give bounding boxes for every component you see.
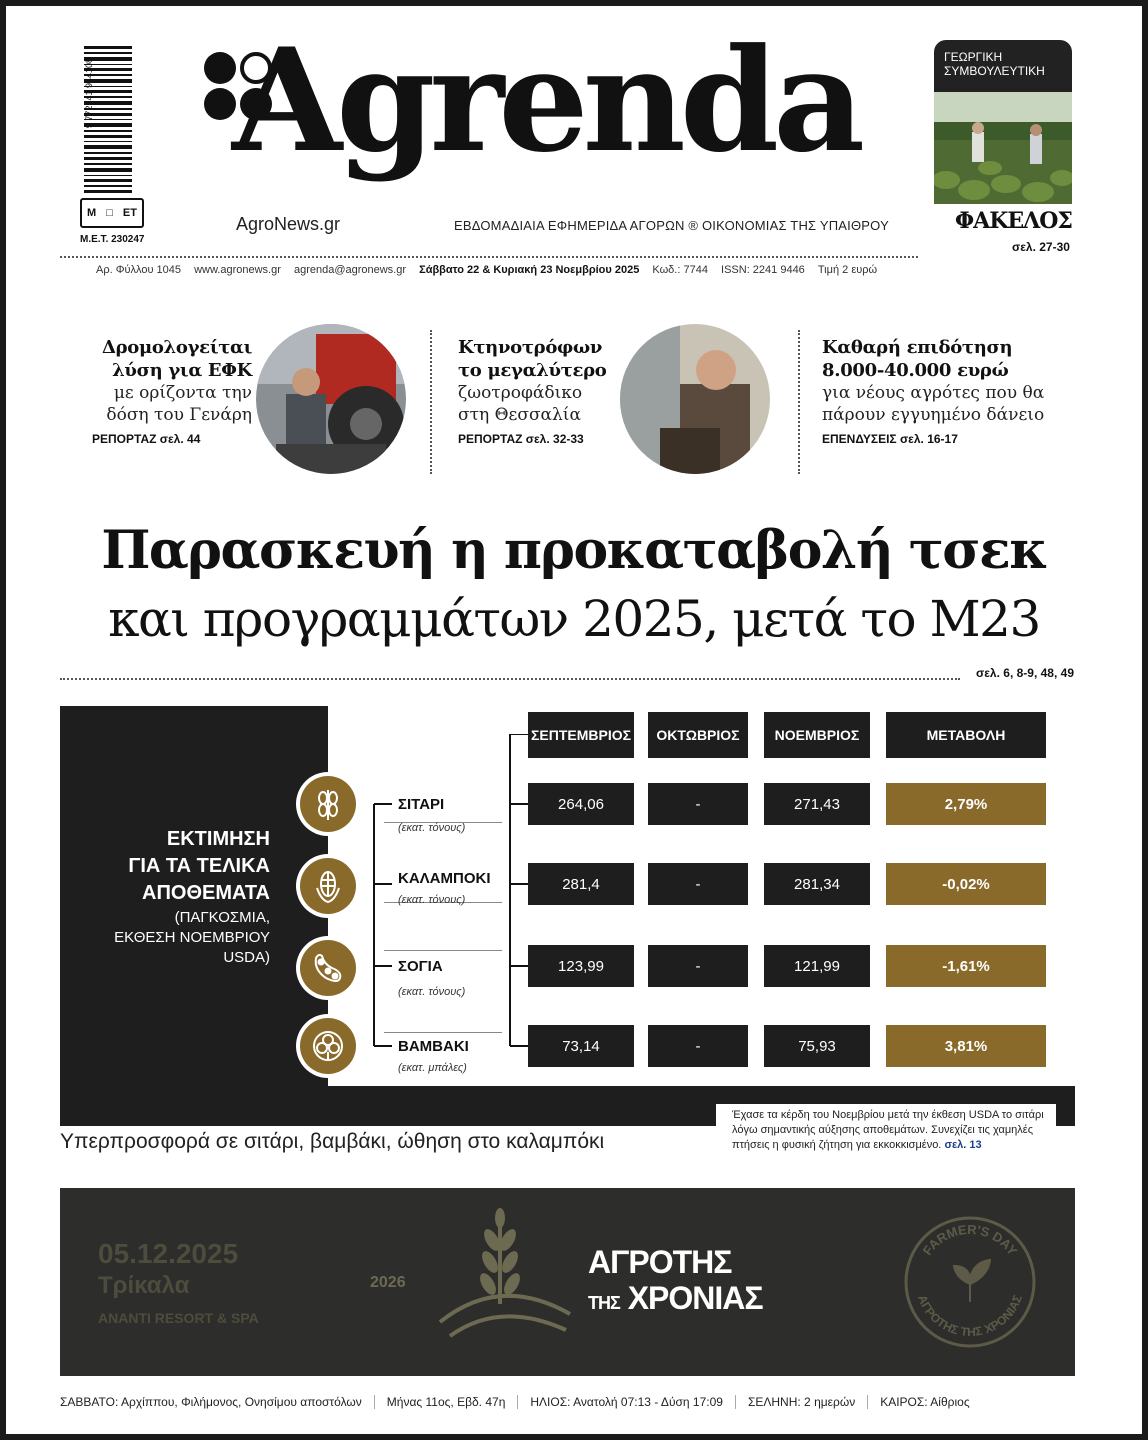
cell-change: 2,79% [886,783,1046,825]
teaser-headline-line2: λύση για ΕΦΚ [112,360,252,381]
crop-icon-circle [296,936,360,1000]
barcode-number: 9 772241 944108 [84,58,94,129]
teaser-subhead-line2: στη Θεσσαλία [458,405,581,425]
cell-september: 264,06 [528,783,634,825]
tractor-farmer-photo [256,324,406,474]
teaser-headline-line1: Καθαρή επιδότηση [822,337,1013,358]
divider [384,950,502,951]
infographic-title-line2: ΓΙΑ ΤΑ ΤΕΛΙΚΑ [128,855,270,877]
event-city: Τρίκαλα [98,1272,190,1299]
cell-november: 271,43 [764,783,870,825]
met-left: Μ [87,207,97,219]
speaker-photo [620,324,770,474]
book-icon: □ [106,207,113,219]
teaser-subhead-line1: για νέους αγρότες που θα [822,383,1045,403]
main-headline[interactable]: Παρασκευή η προκαταβολή τσεκ [101,520,1047,581]
infographic-subtitle-line2: ΕΚΘΕΣΗ ΝΟΕΜΒΡΙΟΥ [114,929,270,946]
cell-november: 121,99 [764,945,870,987]
cell-october: - [648,945,748,987]
infographic-caption: Υπερπροσφορά σε σιτάρι, βαμβάκι, ώθηση στο καλαμπόκι [60,1130,605,1153]
folder-teaser[interactable] [934,40,1072,204]
infographic-title-line3: ΑΠΟΘΕΜΑΤΑ [142,882,270,904]
event-title-small: ΤΗΣ [588,1293,620,1313]
almanac-footer [60,1388,1075,1416]
infographic-subtitle-line3: USDA) [223,949,270,966]
teaser-headline [92,336,252,382]
crop-unit: (εκατ. μπάλες) [398,1062,467,1074]
cell-change: 3,81% [886,1025,1046,1067]
cell-change: -1,61% [886,945,1046,987]
teaser-headline [822,336,1072,382]
teaser-subhead [92,382,252,426]
teaser-subhead-line1: με ορίζοντα την [113,383,252,403]
cell-september: 123,99 [528,945,634,987]
folder-title: ΦΑΚΕΛΟΣ [955,208,1072,234]
crop-unit: (εκατ. τόνους) [398,822,466,834]
email-link[interactable]: agrenda@agronews.gr [293,264,407,276]
event-title-line1: ΑΓΡΟΤΗΣ [588,1244,732,1280]
column-header-september: ΣΕΠΤΕΜΒΡΙΟΣ [528,712,634,758]
teaser-subhead-line2: δόση του Γενάρη [106,405,252,425]
infographic-note [716,1104,1056,1157]
farmers-day-badge-icon [900,1212,1040,1352]
teaser-page-ref: ΕΠΕΝΔΥΣΕΙΣ σελ. 16-17 [822,432,958,446]
corn-icon [300,858,356,914]
teaser-young-farmers[interactable] [822,336,1072,446]
teaser-efk[interactable] [92,336,252,446]
teaser-headline [458,336,618,382]
issue-date: Σάββατο 22 & Κυριακή 23 Νοεμβρίου 2025 [419,264,640,276]
infographic-subtitle-line1: (ΠΑΓΚΟΣΜΙΑ, [174,909,270,926]
divider [384,1032,502,1033]
folder-pages: σελ. 27-30 [1012,240,1070,254]
teaser-headline-line1: Κτηνοτρόφων [458,337,603,358]
cotton-icon [300,1018,356,1074]
crop-unit: (εκατ. τόνους) [398,894,466,906]
footer-weather: ΚΑΙΡΟΣ: Αίθριος [867,1395,981,1409]
issue-code: Κωδ.: 7744 [652,264,708,276]
divider [798,330,800,474]
divider [60,678,960,680]
folder-label [944,50,1045,78]
teaser-subhead-line1: ζωοτροφάδικο [458,383,583,403]
issue-info-line [96,264,887,276]
wheat-field-emblem-icon [420,1204,580,1354]
masthead-tagline: ΕΒΔΟΜΑΔΙΑΙΑ ΕΦΗΜΕΡΙΔΑ ΑΓΟΡΩΝ ® ΟΙΚΟΝΟΜΙΑΣ ΤΗΣ ΥΠΑΙΘΡΟΥ [454,218,889,233]
teaser-feed-mill[interactable] [458,336,618,446]
folder-label-line2: ΣΥΜΒΟΥΛΕΥΤΙΚΗ [944,64,1045,78]
crop-name: ΚΑΛΑΜΠΟΚΙ [398,870,491,887]
folder-label-line1: ΓΕΩΡΓΙΚΗ [944,50,1003,64]
column-header-november: ΝΟΕΜΒΡΙΟΣ [764,712,870,758]
masthead-logo: Agrenda [232,18,860,184]
infographic-title [70,826,270,907]
footer-moon: ΣΕΛΗΝΗ: 2 ημερών [735,1395,867,1409]
field-workers-photo [934,92,1072,204]
met-code: Μ.Ε.Τ. 230247 [80,234,145,245]
event-title-main: ΧΡΟΝΙΑΣ [627,1280,763,1316]
footer-month: Μήνας 11ος, Εβδ. 47η [374,1395,518,1409]
teaser-page-ref: ΡΕΠΟΡΤΑΖ σελ. 44 [92,432,201,446]
soybean-icon [300,940,356,996]
cell-change: -0,02% [886,863,1046,905]
teaser-headline-line2: 8.000-40.000 ευρώ [822,360,1009,381]
teaser-page-ref: ΡΕΠΟΡΤΑΖ σελ. 32-33 [458,432,584,446]
teaser-subhead-line2: πάρουν εγγυημένο δάνειο [822,405,1045,425]
teaser-subhead [458,382,618,426]
footer-sun: ΗΛΙΟΣ: Ανατολή 07:13 - Δύση 17:09 [517,1395,735,1409]
crop-icon-circle [296,1014,360,1078]
cell-september: 281,4 [528,863,634,905]
teaser-headline-line1: Δρομολογείται [101,337,252,358]
cell-october: - [648,1025,748,1067]
footer-saints: ΣΑΒΒΑΤΟ: Αρχίππου, Φιλήμονος, Ονησίμου αποστόλων [60,1395,362,1409]
infographic-subtitle [70,908,270,968]
badge-top-text: FARMER'S DAY [919,1221,1021,1259]
cell-november: 281,34 [764,863,870,905]
divider [430,330,432,474]
website-link[interactable]: www.agronews.gr [194,264,281,276]
teaser-headline-line2: το μεγαλύτερο [458,360,607,381]
cell-september: 73,14 [528,1025,634,1067]
note-text: Έχασε τα κέρδη του Νοεμβρίου μετά την έκθεση USDA το σιτάρι λόγω σημαντικής αύξησης αποθεμάτων. Συνεχίζει τις χαμηλές πτήσεις η φυσική ζήτηση για εκκοκκισμένο. [732,1109,1044,1151]
crop-icon-circle [296,854,360,918]
cell-october: - [648,783,748,825]
divider [60,256,918,258]
main-headline-secondary[interactable]: και προγραμμάτων 2025, μετά το Μ23 [108,590,1040,648]
note-page-ref[interactable]: σελ. 13 [944,1139,982,1151]
column-header-october: ΟΚΤΩΒΡΙΟΣ [648,712,748,758]
met-badge [80,198,144,228]
cell-november: 75,93 [764,1025,870,1067]
badge-bottom-text: ΑΓΡΟΤΗΣ ΤΗΣ ΧΡΟΝΙΑΣ [915,1292,1025,1340]
crop-unit: (εκατ. τόνους) [398,986,466,998]
crop-name: ΒΑΜΒΑΚΙ [398,1038,469,1055]
crop-name: ΣΟΓΙΑ [398,958,443,975]
teaser-subhead [822,382,1072,426]
crop-icon-circle [296,772,360,836]
event-venue: ANANTI RESORT & SPA [98,1310,259,1326]
event-date: 05.12.2025 [98,1238,239,1269]
wheat-icon [300,776,356,832]
event-title-line2 [588,1280,763,1317]
price: Τιμή 2 ευρώ [817,264,878,276]
issn: ISSN: 2241 9446 [721,264,805,276]
cell-october: - [648,863,748,905]
issue-number: Αρ. Φύλλου 1045 [96,264,181,276]
crop-name: ΣΙΤΑΡΙ [398,796,445,813]
infographic-title-line1: ΕΚΤΙΜΗΣΗ [166,828,270,850]
column-header-change: ΜΕΤΑΒΟΛΗ [886,712,1046,758]
headline-page-ref: σελ. 6, 8-9, 48, 49 [976,666,1074,680]
event-year: 2026 [370,1274,406,1291]
met-right: ΕΤ [122,207,137,219]
masthead-site[interactable]: AgroNews.gr [236,214,341,234]
